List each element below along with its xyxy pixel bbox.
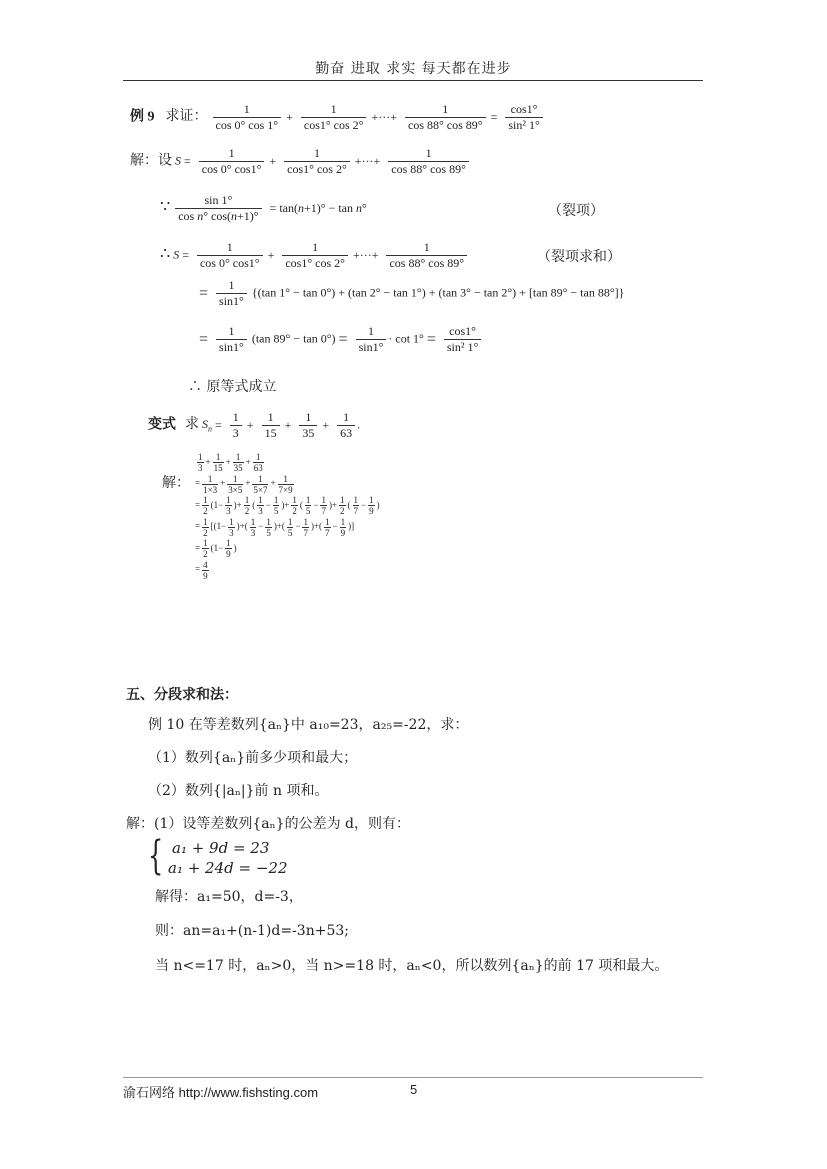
result-line: = $\frac{1}{\sin 1^\circ}$ (tan 89° − tan 0°) = $\frac{1}{\sin 1^\circ}$ · cot 1° = $\frac{\cos 1^\circ}{\text{sin² 1°}}$: [196, 324, 483, 355]
because-line: ∵ $\frac{\sin 1^\circ}{\text{cos n° cos(n+1)°}}$ = tan(n+1)° − tan n°: [160, 193, 367, 223]
example-10-intro: 例 10 在等差数列{aₙ}中 a₁₀=23，a₂₅=-22，求：: [148, 717, 469, 733]
variant-statement: 变式 求 $S_n$ = $\frac{1}{3}$ + $\frac{1}{15}$ + $\frac{1}{35}$ + $\frac{1}{63}$ .: [148, 410, 361, 440]
telescoping-line: = $\frac{1}{\sin 1^\circ}$ {(tan 1° − tan 0°) + (tan 2° − tan 1°) + (tan 3° − tan 2°) + [tan 89° − tan 88°]}: [199, 278, 625, 308]
therefore-line: ∴ S = $\frac{1}{\cos 0^\circ \cos 1^\circ}$ + $\frac{1}{\cos 1^\circ \cos 2^\circ}$ +···+ $\frac{1}{\cos 88^\circ \cos 89^\circ}$: [160, 240, 469, 271]
solved-values: 解得：a₁=50，d=-3，: [155, 889, 303, 905]
page-header: 勤奋 进取 求实 每天都在进步: [315, 61, 512, 77]
solve-label: 解：设: [130, 153, 172, 169]
note-split-sum: （裂项求和）: [537, 249, 621, 265]
max-sum-statement: 当 n<=17 时，aₙ>0，当 n>=18 时，aₙ<0，所以数列{aₙ}的前 17 项和最大。: [155, 958, 669, 974]
solution-set-s: 解：设 S = $\frac{1}{\cos 0^\circ \cos 1^\circ}$ + $\frac{1}{\cos 1^\circ \cos 2^\circ}$ +···+ $\frac{1}{\cos 88^\circ \cos 89^\circ}$: [130, 146, 471, 177]
because-symbol: ∵: [160, 198, 171, 216]
equation-2: a₁ + 24d = −22: [168, 859, 288, 877]
system-brace: {: [148, 833, 164, 879]
question-1: （1）数列{aₙ}前多少项和最大；: [148, 750, 358, 766]
page-number: 5: [410, 1082, 418, 1097]
prove-label: 求证：: [165, 109, 208, 125]
variant-solution: $\frac{1}{3}$ + $\frac{1}{15}$ + $\frac{1}{35}$ + $\frac{1}{63}$ = $\frac{1}{1\times 3}$ + $\frac{1}{3\times 5}$ + $\frac{1}{5\times 7}$ + $\frac{1}{7\times 9}$ = $\frac{1}{2}$ (1− $\frac{1}{3}$ )+ $\frac{1}{2}$ ( $\frac{1}{3}$ − $\frac{1}{5}$ )+ $\frac{1}{2}$ ( $\frac{1}{5}$ − $\frac{1}{7}$ )+ $\frac{1}{2}$ ( $\frac{1}{7}$ − $\frac{1}{9}$ ) = $\frac{1}{2}$ [(1− $\frac{1}{3}$ )+( $\frac{1}{3}$ − $\frac{1}{5}$ )+( $\frac{1}{5}$ − $\frac{1}{7}$ )+( $\frac{1}{7}$ − $\frac{1}{9}$ )] = $\frac{1}{2}$ (1− $\frac{1}{9}$ ) = $\frac{4}{9}$: [195, 452, 380, 581]
system-equations: [168, 838, 288, 878]
example-9-statement: 例 9 求证： $\frac{1}{\cos 0^\circ \cos 1^\circ}$ + $\frac{1}{\cos 1^\circ \cos 2^\circ}$ +···+ $\frac{1}{\cos 88^\circ \cos 89^\circ}$ = $\frac{\cos 1^\circ}{\text{sin² 1°}}$: [130, 102, 545, 133]
variant-solve-label: 解：: [162, 475, 190, 491]
question-2: （2）数列{|aₙ|}前 n 项和。: [148, 783, 329, 799]
general-term: 则：an=a₁+(n-1)d=-3n+53;: [155, 923, 349, 939]
equation-1: a₁ + 9d = 23: [172, 839, 270, 857]
footer-company: 渝石网络 http://www.fishsting.com: [123, 1085, 319, 1100]
section-5-title: 五、分段求和法：: [126, 687, 238, 703]
variant-ask: 求: [185, 417, 199, 433]
example-9-label: 例 9: [130, 109, 155, 125]
therefore-symbol: ∴: [160, 245, 171, 263]
conclusion: ∴ 原等式成立: [188, 379, 277, 395]
footer-rule: [123, 1077, 703, 1078]
header-rule: [123, 80, 703, 81]
solution-intro: 解：(1）设等差数列{aₙ}的公差为 d，则有：: [126, 816, 410, 832]
note-split-term: （裂项）: [548, 203, 604, 219]
variant-label: 变式: [148, 417, 176, 433]
